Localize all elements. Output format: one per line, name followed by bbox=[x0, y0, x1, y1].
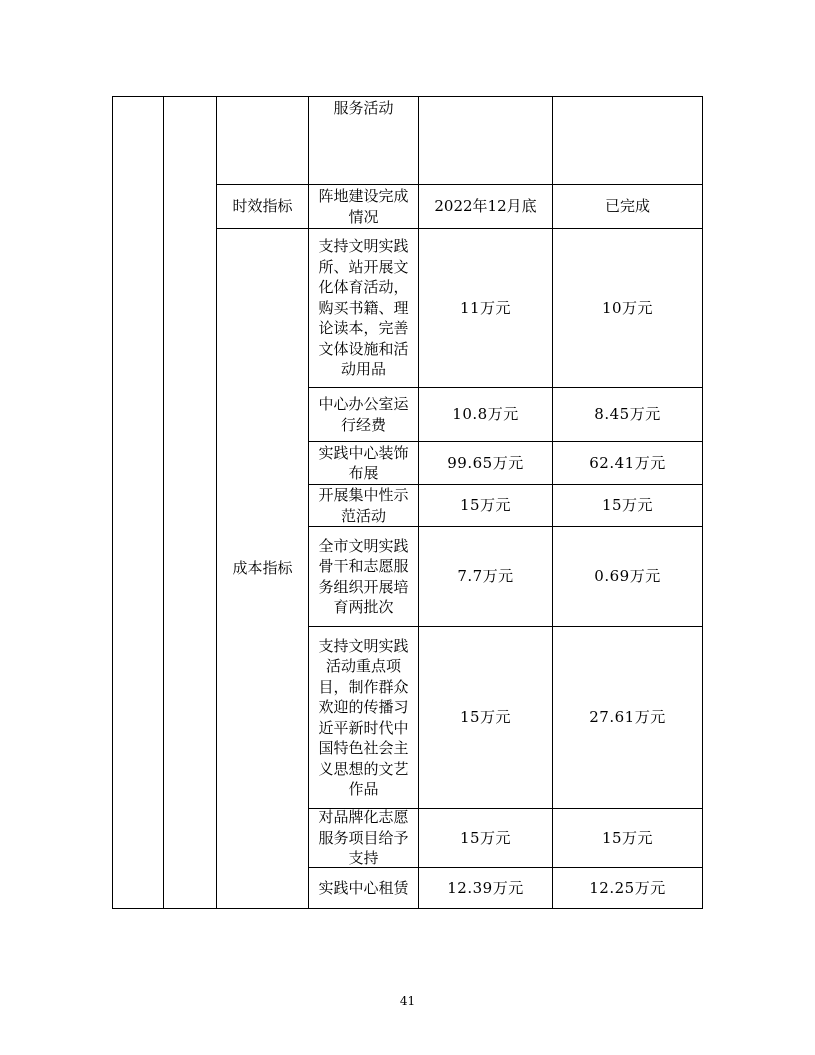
table-row bbox=[309, 809, 418, 867]
actual-cell: 15万元 bbox=[601, 828, 654, 847]
table-row bbox=[309, 868, 418, 908]
actual-cell: 27.61万元 bbox=[589, 708, 666, 727]
table-border-left bbox=[112, 96, 113, 909]
column-divider bbox=[163, 96, 164, 909]
indicator-table bbox=[112, 96, 703, 909]
table-row bbox=[309, 388, 418, 441]
table-row bbox=[309, 627, 418, 808]
actual-cell: 62.41万元 bbox=[589, 453, 666, 472]
target-cell: 15万元 bbox=[459, 828, 512, 847]
table-row bbox=[309, 229, 418, 387]
item-cell: 开展集中性示范活动 bbox=[318, 486, 409, 525]
item-cell: 实践中心装饰布展 bbox=[318, 443, 409, 482]
item-cell: 中心办公室运行经费 bbox=[318, 395, 409, 434]
page-number: 41 bbox=[399, 994, 416, 1008]
item-cell: 阵地建设完成情况 bbox=[318, 187, 409, 226]
target-cell: 12.39万元 bbox=[447, 878, 524, 897]
table-row bbox=[309, 442, 418, 484]
actual-cell: 已完成 bbox=[604, 197, 650, 216]
table-row bbox=[309, 97, 418, 184]
target-cell: 10.8万元 bbox=[452, 405, 519, 424]
item-cell: 对品牌化志愿服务项目给予支持 bbox=[318, 808, 409, 868]
target-cell: 15万元 bbox=[459, 496, 512, 515]
actual-cell: 0.69万元 bbox=[594, 567, 661, 586]
category-cell: 时效指标 bbox=[232, 197, 293, 216]
table-border-right bbox=[702, 96, 703, 909]
category-cell: 成本指标 bbox=[232, 559, 293, 578]
actual-cell: 15万元 bbox=[601, 496, 654, 515]
target-cell: 7.7万元 bbox=[457, 567, 514, 586]
item-cell: 服务活动 bbox=[333, 99, 394, 117]
item-cell: 全市文明实践骨干和志愿服务组织开展培育两批次 bbox=[318, 536, 409, 616]
target-cell: 2022年12月底 bbox=[434, 197, 537, 216]
actual-cell: 12.25万元 bbox=[589, 878, 666, 897]
target-cell: 99.65万元 bbox=[447, 453, 524, 472]
table-row bbox=[309, 527, 418, 626]
item-cell: 支持文明实践所、站开展文化体育活动，购买书籍、理论读本，完善文体设施和活动用品 bbox=[318, 237, 409, 379]
table-row bbox=[309, 485, 418, 526]
table-row bbox=[309, 185, 418, 228]
actual-cell: 8.45万元 bbox=[594, 405, 661, 424]
item-cell: 支持文明实践活动重点项目，制作群众欢迎的传播习近平新时代中国特色社会主义思想的文艺作品 bbox=[318, 636, 409, 798]
target-cell: 11万元 bbox=[459, 298, 512, 317]
item-cell: 实践中心租赁 bbox=[318, 878, 409, 897]
target-cell: 15万元 bbox=[459, 708, 512, 727]
actual-cell: 10万元 bbox=[601, 298, 654, 317]
table-border-bottom bbox=[112, 908, 703, 909]
